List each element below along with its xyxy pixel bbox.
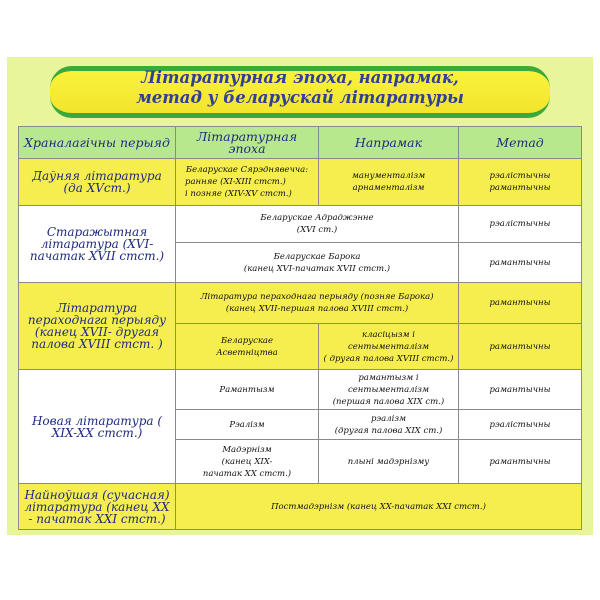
direction-realism-line2: (другая палова XIX ст.) [334, 425, 443, 436]
epoch-ancient-line1: Беларускае Сярэднявечча: [185, 165, 309, 175]
epoch-late-baroque-line2: (канец XVII-першая палова XVIII стст.) [225, 304, 409, 314]
epoch-enlightenment [176, 324, 319, 370]
direction-enlightenment-line1: класіцызм і сентыменталізм [348, 329, 429, 352]
method-realism: рэалістычны [459, 410, 582, 440]
direction-ancient [319, 159, 459, 206]
table-row [19, 370, 582, 410]
epoch-renaissance-line1: Беларускае Адраджэнне [260, 213, 374, 223]
method-ancient [459, 159, 582, 206]
method-ancient-line2: рамантычны [489, 183, 551, 193]
method-modernism: рамантычны [459, 440, 582, 484]
epoch-postmodernism: Постмадэрнізм (канец XX-пачатак XXI стст.) [176, 484, 582, 530]
method-romanticism: рамантычны [459, 370, 582, 410]
direction-romanticism-line3: (першая палова XIX ст.) [332, 396, 445, 407]
title-line-2: метад у беларускай літаратуры [136, 88, 464, 107]
epoch-baroque-line1: Беларускае Барока [273, 251, 361, 262]
epoch-enlightenment-line1: Беларускае [220, 335, 274, 346]
method-renaissance: рэалістычны [459, 206, 582, 243]
method-enlightenment: рамантычны [459, 324, 582, 370]
direction-romanticism [319, 370, 459, 410]
epoch-modernism-line3: пачатак XX стст.) [202, 468, 292, 479]
epoch-baroque-line2: (канец XVI-пачатак XVII стст.) [243, 263, 391, 274]
epoch-romanticism: Рамантызм [176, 370, 319, 410]
table-row [19, 206, 582, 243]
header-method: Метад [459, 127, 582, 159]
header-row [19, 127, 582, 159]
direction-realism [319, 410, 459, 440]
epoch-late-baroque-line1: Літаратура пераходнага перыяду (позняе Барока) [200, 292, 434, 302]
epoch-ancient-line3: і позняе (XIV-XV стст.) [185, 189, 292, 199]
epoch-ancient-line2: ранняе (XI-XIII стст.) [185, 177, 286, 187]
direction-realism-line1: рэалізм [370, 413, 407, 424]
method-ancient-line1: рэалістычны [489, 171, 551, 181]
epoch-enlightenment-line2: Асветніцтва [216, 347, 278, 358]
epoch-ancient [176, 159, 319, 206]
direction-ancient-line1: манументалізм [351, 171, 426, 181]
header-period: Храналагічны перыяд [19, 127, 176, 159]
period-old: Старажытная літаратура (XVI-пачатак XVII стст.) [19, 206, 176, 283]
epoch-modernism-line2: (канец XIX- [221, 456, 273, 467]
table-row [19, 484, 582, 530]
table-row [19, 283, 582, 324]
header-direction: Напрамак [319, 127, 459, 159]
period-ancient: Даўняя літаратура (да XVст.) [19, 159, 176, 206]
page-title [50, 68, 550, 108]
direction-enlightenment-line2: ( другая палова XVIII стст.) [323, 353, 454, 364]
direction-ancient-line2: арнаменталізм [352, 183, 425, 193]
period-contemporary: Найноўшая (сучасная) літаратура (канец XX - пачатак XXI стст.) [19, 484, 176, 530]
method-late-baroque: рамантычны [459, 283, 582, 324]
epoch-renaissance [176, 206, 459, 243]
direction-enlightenment [319, 324, 459, 370]
title-banner [50, 66, 550, 118]
header-epoch: Літаратурная эпоха [176, 127, 319, 159]
epoch-baroque [176, 243, 459, 283]
table-row [19, 159, 582, 206]
epoch-realism: Рэалізм [176, 410, 319, 440]
epoch-modernism-line1: Мадэрнізм [222, 444, 272, 455]
epoch-renaissance-line2: (XVI ст.) [296, 225, 338, 235]
title-line-1: Літаратурная эпоха, напрамак, [141, 68, 459, 87]
direction-romanticism-line2: сентыменталізм [348, 384, 429, 395]
method-baroque: рамантычны [459, 243, 582, 283]
epoch-late-baroque [176, 283, 459, 324]
direction-romanticism-line1: рамантызм і [358, 372, 419, 383]
direction-modernism: плыні мадэрнізму [319, 440, 459, 484]
period-new: Новая літаратура ( XIX-XX стст.) [19, 370, 176, 484]
period-transitional: Літаратура пераходнага перыяду (канец XVII- другая палова XVIII стст. ) [19, 283, 176, 370]
literature-table [18, 126, 582, 530]
epoch-modernism [176, 440, 319, 484]
